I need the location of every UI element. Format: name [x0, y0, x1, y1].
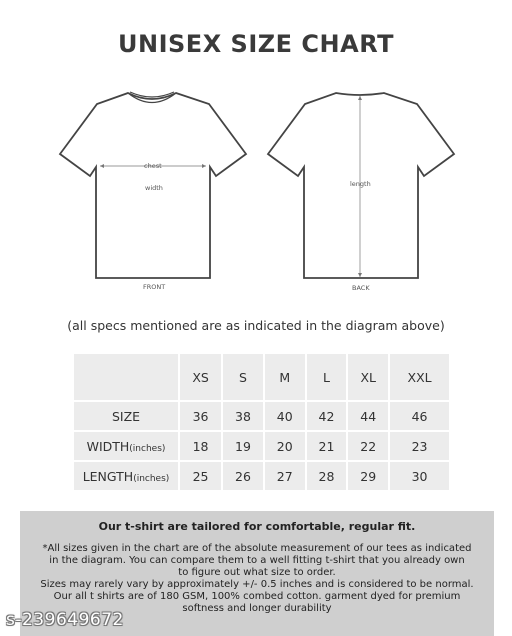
table-cell: 26: [222, 461, 264, 491]
header-size-xxl: XXL: [389, 353, 450, 401]
table-cell: 42: [306, 401, 348, 431]
info-line: to figure out what size to order.: [178, 567, 336, 578]
table-cell: 27: [264, 461, 306, 491]
table-cell: 28: [306, 461, 348, 491]
table-cell: 18: [179, 431, 222, 461]
row-label-text: LENGTH: [82, 468, 134, 484]
header-size-xs: XS: [179, 353, 222, 401]
table-cell: 36: [179, 401, 222, 431]
table-cell: 21: [306, 431, 348, 461]
table-cell: 46: [389, 401, 450, 431]
chart-title: UNISEX SIZE CHART: [118, 30, 394, 58]
length-label: length: [350, 180, 371, 188]
row-label: [73, 431, 179, 461]
row-label: [73, 401, 179, 431]
fit-info-text: [20, 543, 494, 615]
table-cell: 25: [179, 461, 222, 491]
row-label-unit: (inches): [129, 443, 166, 454]
front-tshirt-diagram: [58, 80, 248, 295]
back-caption: BACK: [352, 284, 370, 292]
table-row-width: [73, 431, 450, 461]
product-id-watermark: s-239649672: [6, 610, 124, 630]
size-table: [72, 352, 451, 492]
row-label-text: WIDTH: [86, 438, 130, 454]
row-label: [73, 461, 179, 491]
back-tshirt-diagram: [266, 80, 456, 295]
info-line: *All sizes given in the chart are of the absolute measurement of our tees as indicated: [42, 543, 472, 554]
header-size-m: M: [264, 353, 306, 401]
header-size-s: S: [222, 353, 264, 401]
table-cell: 20: [264, 431, 306, 461]
width-label: width: [145, 184, 163, 192]
table-cell: 44: [347, 401, 389, 431]
table-header-row: [73, 353, 450, 401]
table-cell: 30: [389, 461, 450, 491]
chest-label: chest: [144, 162, 162, 170]
table-cell: 38: [222, 401, 264, 431]
info-line: softness and longer durability: [182, 603, 332, 614]
table-cell: 29: [347, 461, 389, 491]
table-cell: 23: [389, 431, 450, 461]
diagram-note: (all specs mentioned are as indicated in the diagram above): [67, 318, 445, 333]
info-line: in the diagram. You can compare them to a well fitting t-shirt that you already own: [49, 555, 465, 566]
table-row-size: [73, 401, 450, 431]
header-size-l: L: [306, 353, 348, 401]
header-corner-cell: [73, 353, 179, 401]
front-caption: FRONT: [143, 283, 166, 291]
table-cell: 40: [264, 401, 306, 431]
table-cell: 19: [222, 431, 264, 461]
fit-info-title: Our t-shirt are tailored for comfortable, regular fit.: [98, 520, 416, 533]
header-size-xl: XL: [347, 353, 389, 401]
row-label-text: SIZE: [111, 408, 141, 424]
row-label-unit: (inches): [133, 473, 170, 484]
table-row-length: [73, 461, 450, 491]
info-line: Sizes may rarely vary by approximately +/- 0.5 inches and is considered to be normal.: [40, 579, 474, 590]
table-cell: 22: [347, 431, 389, 461]
info-line: Our all t shirts are of 180 GSM, 100% combed cotton. garment dyed for premium: [53, 591, 461, 602]
